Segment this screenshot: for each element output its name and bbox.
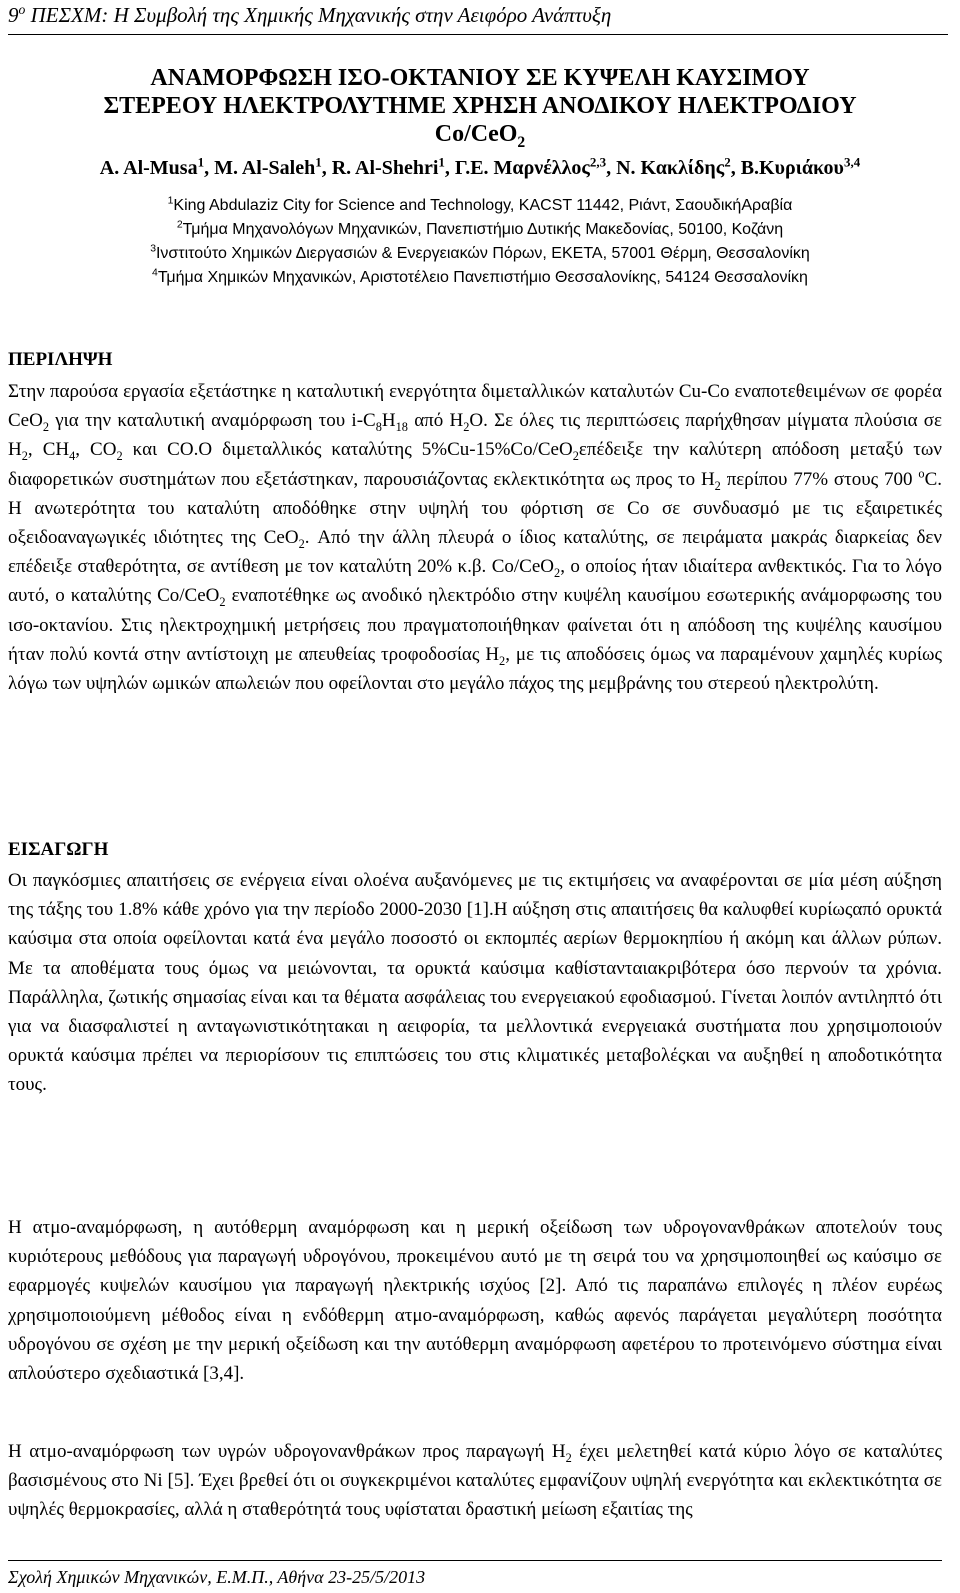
intro-paragraph-2: Η ατμο-αναμόρφωση, η αυτόθερμη αναμόρφωση και η μερική οξείδωση των υδρογονανθράκων αποτελούν τους κυριότερους μεθόδους για παραγωγή υδρογόνου, προκειμένου αυτό με τη σειρά του να χρησιμοποιηθεί ως καύσιμο σε εφαρμογές κυψελών καυσίμου για παραγωγή ηλεκτρικής ισχύος [2]. Από τις παραπάνω επιλογές η πλέον ευρέως χρησιμοποιούμενη μέθοδος είναι η ενδόθερμη ατμο-αναμόρφωση, καθώς αφενός παράγεται μεγαλύτερη ποσότητα υδρογόνου σε σχέση με την μερική οξείδωση και την αυτόθερμη αναμόρφωση αφετέρου το προτεινόμενο σύστημα είναι απλούστερο σχεδιαστικά [3,4]. xyxy=(8,1217,942,1385)
author-list: A. Al-Musa$^1$, M. Al-Saleh$^1$, R. Al-Shehri$^1$, Γ.Ε. Μαρνέλλος$^{2,3}$, Ν. Κακλίδης$^2$, Β.Κυριάκου$^{3,4}$ xyxy=(99,154,861,179)
conference-header xyxy=(8,2,948,35)
header-text: ΠΕΣΧΜ: Η Συμβολή της Χημικής Μηχανικής στην Αειφόρο Ανάπτυξη xyxy=(25,3,612,27)
abstract-paragraph: Στην παρούσα εργασία εξετάστηκε η καταλυτική ενεργότητα διμεταλλικών καταλυτών Cu-Co εναποτεθειμένων σε φορέα CeO$_2$ για την καταλυτική αναμόρφωση του $i-C_8H_{18}$ από $H_2O$. Σε όλες τις περιπτώσεις παρήχθησαν μίγματα πλούσια σε $H_2$, $CH_4$, $CO_2$ και CO.Ο διμεταλλικός καταλύτης 5%Cu-15%Co/CeO$_2$επέδειξε την καλύτερη απόδοση μεταξύ των διαφορετικών συστημάτων που εξετάστηκαν, παρουσιάζοντας εκλεκτικότητα ως προς το $H_2$ περίπου 77% στους 700 $^o$C. Η ανωτερότητα του καταλύτη αποδόθηκε στην υψηλή του φόρτιση σε Co σε συνδυασμό με τις εξαιρετικές οξειδοαναγωγικές ιδιότητες της CeO$_2$. Από την άλλη πλευρά ο ίδιος καταλύτης, σε πειράματα μακράς διαρκείας δεν επέδειξε σταθερότητα, σε αντίθεση με τον καταλύτη 20% κ.β. Co/CeO$_2$, ο οποίος ήταν ιδιαίτερα ανθεκτικός. Για το λόγο αυτό, ο καταλύτης Co/CeO$_2$ εναποτέθηκε ως ανοδικό ηλεκτρόδιο στην κυψέλη καυσίμου εσωτερικής ανάμορφωσης του ισο-οκτανίου. Στις ηλεκτροχημική μετρήσεις που πραγματοποιήθηκαν φαίνεται ότι η απόδοση της κυψέλης καυσίμου ήταν πολύ κοντά στην αντίστοιχη με απευθείας τροφοδοσίας $H_2$, με τις αποδόσεις όμως να παραμένουν χαμηλές κυρίως λόγω των υψηλών ωμικών απωλειών που οφείλονται στο μεγάλο πάχος της μεμβράνης του στερεού ηλεκτρολύτη. xyxy=(8,381,942,695)
abstract-heading: ΠΕΡΙΛΗΨΗ xyxy=(8,349,113,370)
title-line-1: ΑΝΑΜΟΡΦΩΣΗ ΙΣΟ-ΟΚΤΑΝΙΟΥ ΣΕ ΚΥΨΕΛΗ ΚΑΥΣΙΜΟΥ xyxy=(150,65,810,91)
intro-heading: ΕΙΣΑΓΩΓΗ xyxy=(8,839,109,860)
page-footer: Σχολή Χημικών Μηχανικών, Ε.Μ.Π., Αθήνα 23-25/5/2013 xyxy=(8,1560,942,1589)
header-ordinal: ο xyxy=(18,2,26,17)
title-line-2: ΣΤΕΡΕΟΥ ΗΛΕΚΤΡΟΛΥΤΗΜΕ ΧΡΗΣΗ ΑΝΟΔΙΚΟΥ ΗΛΕΚΤΡΟΔΙΟΥ xyxy=(103,93,857,119)
affiliation-item: $^3$Ινστιτούτο Χημικών Διεργασιών & Ενεργειακών Πόρων, ΕΚΕΤΑ, 57001 Θέρμη, Θεσσαλονίκη xyxy=(150,243,810,262)
affiliation-list xyxy=(0,194,960,290)
paper-title xyxy=(0,64,960,151)
intro-paragraph-1: Οι παγκόσμιες απαιτήσεις σε ενέργεια είναι ολοένα αυξανόμενες με τις εκτιμήσεις να αναφέρονται σε μία μέση αύξηση της τάξης του 1.8% κάθε χρόνο για την περίοδο 2000-2030 [1].Η αύξηση στις απαιτήσεις θα καλυφθεί κυρίωςαπό ορυκτά καύσιμα στα οποία οφείλονται κατά ένα μεγάλο ποσοστό οι εκπομπές αερίων θερμοκηπίου ή ακόμη και άλλων ρύπων. Με τα αποθέματα τους όμως να μειώνονται, τα ορυκτά καύσιμα καθίστανταιακριβότερα όσο περνούν τα χρόνια. Παράλληλα, ζωτικής σημασίας είναι και τα θέματα ασφάλειας του ενεργειακού εφοδιασμού. Γίνεται λοιπόν αντιληπτό ότι για να διασφαλιστεί η ανταγωνιστικότητακαι η αειφορία, τα μελλοντικά ενεργειακά συστήματα που χρησιμοποιούν ορυκτά καύσιμα πρέπει να περιορίσουν τις επιπτώσεις του στις κλιματικές μεταβολέςκαι να αυξηθεί η αποδοτικότητα τους. xyxy=(8,870,942,1096)
affiliation-item: $^1$King Abdulaziz City for Science and Technology, KACST 11442, Ριάντ, ΣαουδικήΑραβία xyxy=(167,195,793,214)
affiliation-item: $^2$Τμήμα Μηχανολόγων Μηχανικών, Πανεπιστήμιο Δυτικής Μακεδονίας, 50100, Κοζάνη xyxy=(176,219,784,238)
intro-paragraph-3: Η ατμο-αναμόρφωση των υγρών υδρογονανθράκων προς παραγωγή $H_2$ έχει μελετηθεί κατά κύριο λόγο σε καταλύτες βασισμένους στο Ni [5]. Έχει βρεθεί ότι οι συγκεκριμένοι καταλύτες εμφανίζουν υψηλή ενεργότητα και εκλεκτικότητα σε υψηλές θερμοκρασίες, αλλά η σταθερότητά τους υφίσταται δραστική μείωση εξαιτίας της xyxy=(8,1441,942,1521)
title-line-3: Co/CeO$_2$ xyxy=(434,121,526,151)
header-number: 9 xyxy=(8,3,19,27)
affiliation-item: $^4$Τμήμα Χημικών Μηχανικών, Αριστοτέλειο Πανεπιστήμιο Θεσσαλονίκης, 54124 Θεσσαλονίκη xyxy=(152,267,808,286)
